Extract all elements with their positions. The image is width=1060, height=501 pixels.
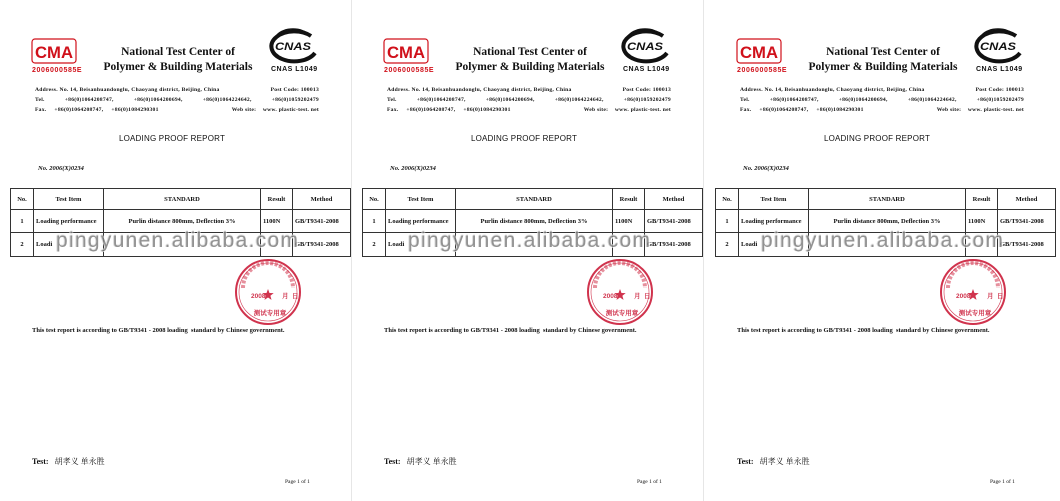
fax-label: Fax. — [740, 107, 752, 113]
cell-result: 1100N — [966, 210, 998, 233]
seal-day: 日 — [644, 293, 651, 300]
fax-number: +86(0)1084290301 — [463, 107, 511, 113]
header-standard: STANDARD — [104, 189, 261, 210]
website-label: Web site: — [936, 107, 962, 113]
header-test-item: Test Item — [386, 189, 456, 210]
address-line — [387, 87, 671, 94]
cell-test-item: Loadi — [386, 233, 456, 257]
header-method: Method — [293, 189, 351, 210]
website-url: www. plastic-test. net — [967, 107, 1024, 113]
report-number: No. 2006(X)0234 — [38, 165, 84, 172]
telephone-number: +86(0)1064200694, — [838, 97, 888, 103]
cma-logo-text: CMA — [387, 43, 425, 62]
cell-method: GB/T9341-2008 — [293, 233, 351, 257]
website-url: www. plastic-test. net — [614, 107, 671, 113]
header-no: No. — [363, 189, 386, 210]
fax-number: +86(0)1064208747, — [406, 107, 456, 113]
fax-number: +86(0)1084290301 — [111, 107, 159, 113]
tester-label: Test: — [737, 457, 754, 466]
telephone-line — [740, 97, 1024, 104]
cnas-accreditation-code: CNAS L1049 — [976, 66, 1023, 73]
cell-method: GB/T9341-2008 — [998, 233, 1056, 257]
header-no: No. — [11, 189, 34, 210]
cnas-logo — [267, 27, 319, 65]
website — [227, 107, 319, 114]
organization-name-line2: Polymer & Building Materials — [103, 61, 253, 73]
telephone-label: Tel. — [35, 97, 45, 103]
cell-no: 2 — [716, 233, 739, 257]
report-title: LOADING PROOF REPORT — [118, 134, 226, 143]
address-line — [740, 87, 1024, 94]
post-code: Post Code: 100013 — [622, 87, 671, 93]
organization-name-line2: Polymer & Building Materials — [455, 61, 605, 73]
header-result: Result — [613, 189, 645, 210]
report-page — [0, 0, 352, 501]
cell-no: 1 — [716, 210, 739, 233]
cell-result: 1100N — [261, 210, 293, 233]
cma-certificate-code: 2006000585E — [737, 67, 788, 74]
post-code: Post Code: 100013 — [975, 87, 1024, 93]
telephone-number: +86(0)1064224642, — [202, 97, 252, 103]
seal-month: 月 — [987, 293, 994, 300]
cnas-logo-text: CNAS — [627, 41, 664, 53]
organization-name — [795, 45, 971, 75]
header-test-item: Test Item — [739, 189, 809, 210]
cnas-logo-text: CNAS — [980, 41, 1017, 53]
cell-test-item: Loading performance — [386, 210, 456, 233]
cell-method: GB/T9341-2008 — [645, 233, 703, 257]
watermark: pingyunen.alibaba.com — [761, 229, 1005, 252]
organization-name — [442, 45, 618, 75]
cma-logo-text: CMA — [740, 43, 778, 62]
seal-year: 2008 — [956, 293, 971, 300]
header-result: Result — [261, 189, 293, 210]
cma-logo — [31, 37, 77, 65]
cell-result: 1100N — [613, 210, 645, 233]
seal-ring-lettering — [243, 263, 293, 288]
header-standard: STANDARD — [456, 189, 613, 210]
seal-ring-lettering — [595, 263, 645, 288]
address-text: Address. No. 14, Beisanhuandonglu, Chaoyang district, Beijing, China — [387, 87, 572, 93]
report-page — [352, 0, 704, 501]
compliance-statement: This test report is according to GB/T9341 - 2008 loading standard by Chinese government. — [384, 327, 637, 334]
seal-graphic — [588, 260, 652, 324]
seal-month: 月 — [634, 293, 641, 300]
cell-no: 1 — [363, 210, 386, 233]
website — [579, 107, 671, 114]
header-method: Method — [645, 189, 703, 210]
cell-standard: Purlin distance 800mm, Deflection 3% — [456, 210, 613, 233]
telephone-label: Tel. — [740, 97, 750, 103]
header-method: Method — [998, 189, 1056, 210]
seal-caption: 测试专用章 — [253, 310, 287, 317]
fax-number: +86(0)1064208747, — [759, 107, 809, 113]
official-seal — [582, 258, 658, 330]
address-line — [35, 87, 319, 94]
website-label: Web site: — [231, 107, 257, 113]
seal-caption: 测试专用章 — [958, 310, 992, 317]
organization-name — [90, 45, 266, 75]
compliance-statement: This test report is according to GB/T9341 - 2008 loading standard by Chinese government. — [737, 327, 990, 334]
telephone-number: +86(0)1064224642, — [907, 97, 957, 103]
seal-graphic — [236, 260, 300, 324]
cnas-accreditation-code: CNAS L1049 — [623, 66, 670, 73]
telephone-line — [387, 97, 671, 104]
cnas-logo — [619, 27, 671, 65]
compliance-statement: This test report is according to GB/T9341 - 2008 loading standard by Chinese government. — [32, 327, 285, 334]
seal-graphic — [941, 260, 1005, 324]
telephone-number: +86(0)1064208747, — [769, 97, 819, 103]
cell-method: GB/T9341-2008 — [293, 210, 351, 233]
watermark: pingyunen.alibaba.com — [408, 229, 652, 252]
fax-line — [740, 107, 1024, 114]
telephone-number: +86(0)1064208747, — [416, 97, 466, 103]
telephone-number: +86(0)1064200694, — [133, 97, 183, 103]
report-title: LOADING PROOF REPORT — [823, 134, 931, 143]
cma-certificate-code: 2006000585E — [32, 67, 83, 74]
cma-logo — [383, 37, 429, 65]
cma-certificate-code: 2006000585E — [384, 67, 435, 74]
cell-no: 1 — [11, 210, 34, 233]
cell-test-item: Loadi — [739, 233, 809, 257]
seal-day: 日 — [997, 293, 1004, 300]
tester-label: Test: — [32, 457, 49, 466]
official-seal — [935, 258, 1011, 330]
seal-month: 月 — [282, 293, 289, 300]
fax-label: Fax. — [35, 107, 47, 113]
cell-no: 2 — [11, 233, 34, 257]
website-url: www. plastic-test. net — [262, 107, 319, 113]
organization-name-line1: National Test Center of — [826, 46, 940, 58]
seal-caption: 测试专用章 — [605, 310, 639, 317]
header-no: No. — [716, 189, 739, 210]
cell-test-item: Loading performance — [739, 210, 809, 233]
telephone-number: +86(0)1059202479 — [976, 97, 1024, 103]
tester-label: Test: — [384, 457, 401, 466]
table-header-row — [363, 189, 703, 210]
cnas-logo-text: CNAS — [275, 41, 312, 53]
watermark: pingyunen.alibaba.com — [56, 229, 300, 252]
seal-day: 日 — [292, 293, 299, 300]
seal-ring-lettering — [948, 263, 998, 288]
seal-year: 2008 — [251, 293, 266, 300]
cell-method: GB/T9341-2008 — [645, 210, 703, 233]
telephone-number: +86(0)1064200694, — [485, 97, 535, 103]
organization-name-line1: National Test Center of — [473, 46, 587, 58]
cell-method: GB/T9341-2008 — [998, 210, 1056, 233]
report-number: No. 2006(X)0234 — [390, 165, 436, 172]
cnas-logo — [972, 27, 1024, 65]
cell-test-item: Loadi — [34, 233, 104, 257]
cell-no: 2 — [363, 233, 386, 257]
tester-names: 胡孝义 单永胜 — [759, 457, 810, 466]
page-indicator: Page 1 of 1 — [990, 479, 1015, 485]
cell-test-item: Loading performance — [34, 210, 104, 233]
header-standard: STANDARD — [809, 189, 966, 210]
address-text: Address. No. 14, Beisanhuandonglu, Chaoyang district, Beijing, China — [35, 87, 220, 93]
website-label: Web site: — [583, 107, 609, 113]
header-test-item: Test Item — [34, 189, 104, 210]
table-header-row — [716, 189, 1056, 210]
header-result: Result — [966, 189, 998, 210]
website — [932, 107, 1024, 114]
organization-name-line2: Polymer & Building Materials — [808, 61, 958, 73]
page-indicator: Page 1 of 1 — [285, 479, 310, 485]
telephone-number: +86(0)1064208747, — [64, 97, 114, 103]
fax-label: Fax. — [387, 107, 399, 113]
cell-standard: Purlin distance 800mm, Deflection 3% — [809, 210, 966, 233]
seal-year: 2008 — [603, 293, 618, 300]
telephone-number: +86(0)1059202479 — [271, 97, 319, 103]
telephone-number: +86(0)1059202479 — [623, 97, 671, 103]
fax-line — [387, 107, 671, 114]
address-text: Address. No. 14, Beisanhuandonglu, Chaoyang district, Beijing, China — [740, 87, 925, 93]
tester-signature-line — [384, 457, 457, 467]
official-seal — [230, 258, 306, 330]
page-indicator: Page 1 of 1 — [637, 479, 662, 485]
report-page — [705, 0, 1057, 501]
telephone-label: Tel. — [387, 97, 397, 103]
report-number: No. 2006(X)0234 — [743, 165, 789, 172]
tester-signature-line — [32, 457, 105, 467]
tester-signature-line — [737, 457, 810, 467]
fax-number: +86(0)1084290301 — [816, 107, 864, 113]
report-title: LOADING PROOF REPORT — [470, 134, 578, 143]
post-code: Post Code: 100013 — [270, 87, 319, 93]
tester-names: 胡孝义 单永胜 — [406, 457, 457, 466]
fax-number: +86(0)1064208747, — [54, 107, 104, 113]
telephone-number: +86(0)1064224642, — [554, 97, 604, 103]
cma-logo-text: CMA — [35, 43, 73, 62]
cell-standard: Purlin distance 800mm, Deflection 3% — [104, 210, 261, 233]
table-header-row — [11, 189, 351, 210]
telephone-line — [35, 97, 319, 104]
tester-names: 胡孝义 单永胜 — [54, 457, 105, 466]
cma-logo — [736, 37, 782, 65]
cnas-accreditation-code: CNAS L1049 — [271, 66, 318, 73]
fax-line — [35, 107, 319, 114]
organization-name-line1: National Test Center of — [121, 46, 235, 58]
